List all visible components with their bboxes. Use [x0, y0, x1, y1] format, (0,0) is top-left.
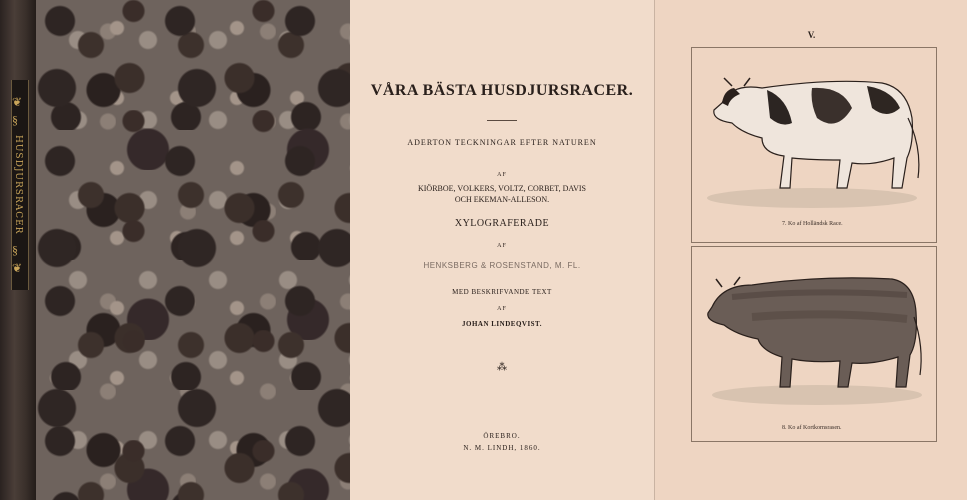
imprint-publisher: N. M. LINDH, 1860.: [463, 444, 541, 452]
spine-ornament-bottom-icon: §: [12, 243, 18, 257]
spine-ornament-bottom2-icon: ❦: [12, 261, 23, 275]
imprint-place: ÖREBRO.: [483, 432, 521, 440]
cow-shorthorn-illustration: [692, 247, 936, 441]
artists-line-1: KIÖRBOE, VOLKERS, VOLTZ, CORBET, DAVIS: [417, 184, 586, 193]
av-label-1: AF: [497, 172, 507, 178]
title-page: [350, 0, 654, 500]
caption-top: 7. Ko af Holländsk Race.: [782, 221, 843, 227]
plate-page: [654, 0, 967, 500]
engravers: HENKSBERG & ROSENSTAND, M. FL.: [423, 261, 581, 270]
plate-number: V.: [807, 30, 816, 40]
title-rule: [487, 120, 517, 121]
book-subtitle: ADERTON TECKNINGAR EFTER NATUREN: [407, 138, 597, 147]
plate-frame-top: [691, 47, 937, 243]
marbled-cover: [36, 0, 350, 500]
ornament-icon: ⁂: [497, 362, 507, 373]
xylograferade-heading: XYLOGRAFERADE: [454, 218, 550, 229]
av-label-2: AF: [497, 243, 507, 249]
spine-ornament-top2-icon: §: [12, 113, 18, 127]
artists-line-2: OCH EKEMAN-ALLESON.: [454, 195, 550, 204]
spine-title: HUSDJURSRACER: [13, 135, 23, 235]
book-title: VÅRA BÄSTA HUSDJURSRACER.: [370, 82, 634, 99]
cow-holstein-illustration: [692, 48, 936, 242]
text-description: MED BESKRIFVANDE TEXT: [452, 288, 552, 296]
author-name: JOHAN LINDEQVIST.: [462, 320, 542, 328]
book-spine: [0, 0, 36, 500]
caption-bottom: 8. Ko af Kortkornsrasen.: [782, 425, 842, 431]
av-label-3: AF: [497, 306, 507, 312]
spine-ornament-top-icon: ❦: [12, 95, 23, 109]
plate-frame-bottom: [691, 246, 937, 442]
imprint: [350, 430, 654, 454]
